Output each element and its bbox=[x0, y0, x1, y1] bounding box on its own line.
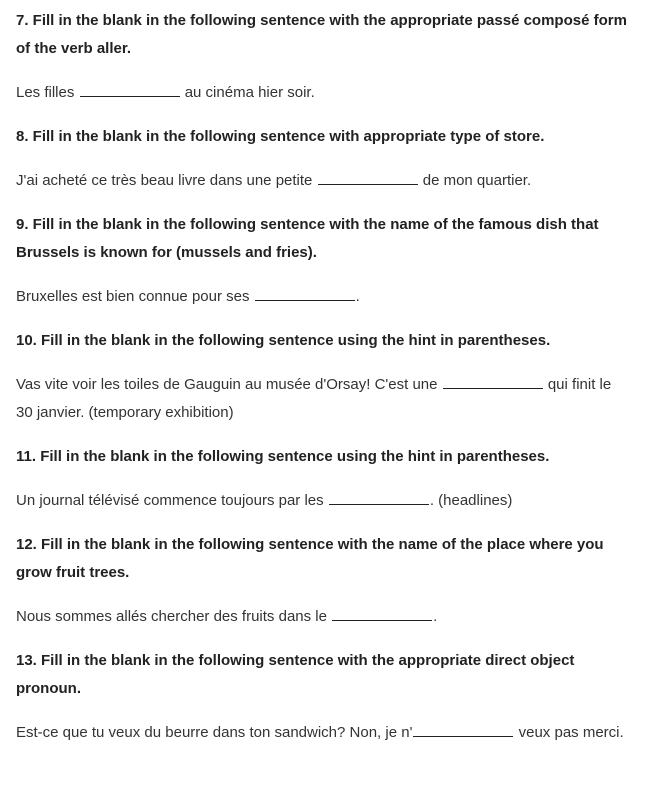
question-8-prompt: 8. Fill in the blank in the following sentence with appropriate type of store. bbox=[16, 128, 545, 145]
answer-blank[interactable] bbox=[329, 503, 429, 505]
sentence-text-after: . (headlines) bbox=[429, 492, 513, 509]
answer-blank[interactable] bbox=[318, 183, 418, 185]
sentence-text-after: . bbox=[355, 288, 360, 305]
question-12-prompt: 12. Fill in the blank in the following sentence with the name of the place where you grow fruit trees. bbox=[16, 536, 604, 581]
sentence-text-before: Est-ce que tu veux du beurre dans ton sandwich? Non, je n' bbox=[16, 724, 413, 741]
question-7-prompt: 7. Fill in the blank in the following sentence with the appropriate passé composé form of the verb aller. bbox=[16, 12, 627, 57]
question-7-sentence bbox=[16, 79, 631, 107]
sentence-text-before: J'ai acheté ce très beau livre dans une petite bbox=[16, 172, 317, 189]
answer-blank[interactable] bbox=[80, 95, 180, 97]
sentence-text-after: de mon quartier. bbox=[418, 172, 532, 189]
sentence-text-before: Un journal télévisé commence toujours par les bbox=[16, 492, 328, 509]
answer-blank[interactable] bbox=[443, 387, 543, 389]
question-11-prompt: 11. Fill in the blank in the following sentence using the hint in parentheses. bbox=[16, 448, 550, 465]
sentence-text-before: Vas vite voir les toiles de Gauguin au musée d'Orsay! C'est une bbox=[16, 376, 442, 393]
answer-blank[interactable] bbox=[332, 619, 432, 621]
question-9-sentence bbox=[16, 283, 631, 311]
sentence-text-after: . bbox=[433, 608, 438, 625]
question-10-sentence bbox=[16, 371, 631, 427]
sentence-text-after: au cinéma hier soir. bbox=[180, 84, 315, 101]
sentence-text-before: Bruxelles est bien connue pour ses bbox=[16, 288, 254, 305]
question-13-sentence bbox=[16, 719, 631, 747]
sentence-text-after: veux pas merci. bbox=[514, 724, 624, 741]
question-13-prompt: 13. Fill in the blank in the following sentence with the appropriate direct object pronoun. bbox=[16, 652, 575, 697]
question-10-prompt: 10. Fill in the blank in the following sentence using the hint in parentheses. bbox=[16, 332, 551, 349]
question-8-sentence bbox=[16, 167, 631, 195]
sentence-text-before: Les filles bbox=[16, 84, 79, 101]
question-11-sentence bbox=[16, 487, 631, 515]
sentence-text-before: Nous sommes allés chercher des fruits dans le bbox=[16, 608, 332, 625]
answer-blank[interactable] bbox=[413, 735, 513, 737]
answer-blank[interactable] bbox=[255, 299, 355, 301]
sentence-text-after: qui finit le 30 janvier. (temporary exhibition) bbox=[16, 376, 612, 421]
question-12-sentence bbox=[16, 603, 631, 631]
question-9-prompt: 9. Fill in the blank in the following sentence with the name of the famous dish that Brussels is known for (mussels and fries). bbox=[16, 216, 599, 261]
